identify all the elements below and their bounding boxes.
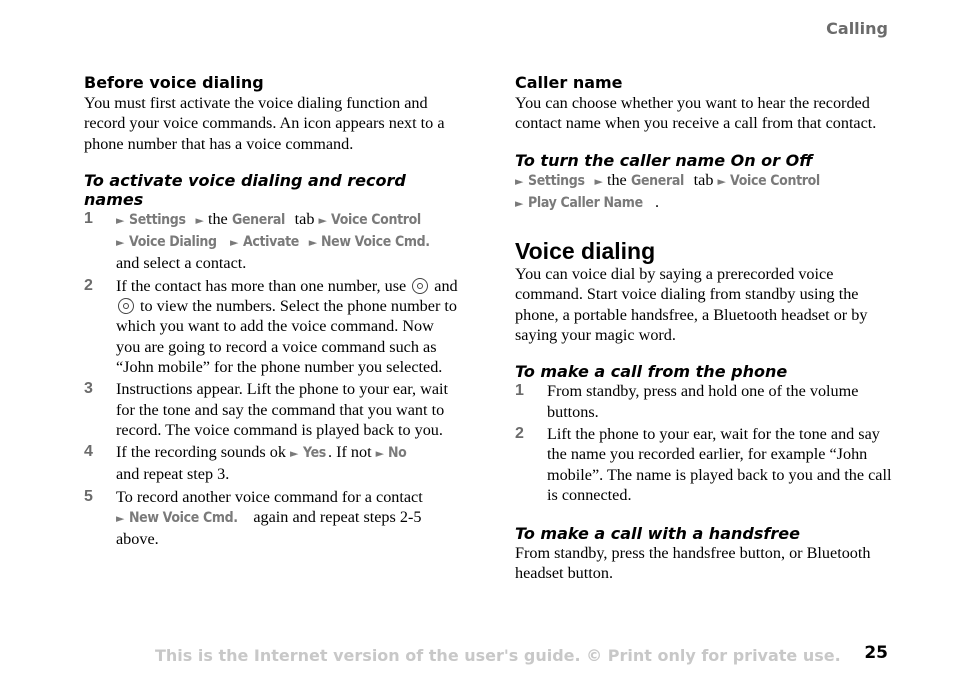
inline-text: the <box>207 209 228 228</box>
call-from-phone-heading: To make a call from the phone <box>515 362 788 382</box>
menu-voice-dialing: Voice Dialing <box>128 234 217 251</box>
step-number: 1 <box>515 382 524 400</box>
inline-text: To record another voice command for a contact <box>116 487 423 506</box>
step-text <box>116 276 462 377</box>
inline-text: and select a contact. <box>116 254 247 273</box>
activate-voice-dialing-heading: To activate voice dialing and record names <box>84 170 406 209</box>
nav-key-right-icon <box>118 298 134 314</box>
menu-no: No <box>388 445 407 462</box>
menu-arrow-icon: ► <box>195 213 204 227</box>
step-number: 3 <box>84 380 93 398</box>
page-number: 25 <box>864 643 888 663</box>
call-with-handsfree-heading: To make a call with a handsfree <box>515 524 800 544</box>
menu-arrow-icon: ► <box>229 236 239 250</box>
inline-text: . If not <box>327 443 372 462</box>
voice-dialing-heading: Voice dialing <box>515 238 656 265</box>
step-5 <box>84 487 462 550</box>
caller-name-path <box>515 170 893 215</box>
menu-arrow-icon: ► <box>515 196 524 210</box>
step-number: 5 <box>84 487 93 505</box>
step-text: Lift the phone to your ear, wait for the tone and say the name you recorded earlier, for example “John mobile”. The name is played back to you and the call is connected. <box>547 424 892 504</box>
right-column <box>515 73 893 584</box>
caller-name-text: You can choose whether you want to hear the recorded contact name when you receive a call from that contact. <box>515 94 877 133</box>
section-title: Calling <box>826 19 888 38</box>
step-text <box>116 442 462 485</box>
inline-text: again and repeat steps 2-5 above. <box>116 508 422 549</box>
phone-step-2 <box>515 424 893 505</box>
menu-play-caller-name: Play Caller Name <box>527 194 643 211</box>
footer-note: This is the Internet version of the user's guide. © Print only for private use. <box>155 646 841 665</box>
step-text <box>116 487 462 550</box>
menu-settings: Settings <box>128 211 186 228</box>
nav-key-left-icon <box>412 278 428 294</box>
step-text: Instructions appear. Lift the phone to your ear, wait for the tone and say the command that you want to record. The voice command is played back to you. <box>116 380 448 439</box>
menu-arrow-icon: ► <box>116 236 125 250</box>
caller-name-task-heading: To turn the caller name On or Off <box>515 150 813 170</box>
menu-new-voice-cmd: New Voice Cmd. <box>321 234 430 251</box>
menu-arrow-icon: ► <box>375 447 385 461</box>
menu-arrow-icon: ► <box>594 174 603 188</box>
step-text: From standby, press and hold one of the volume buttons. <box>547 382 859 421</box>
menu-general: General <box>630 172 684 189</box>
menu-arrow-icon: ► <box>116 213 125 227</box>
menu-arrow-icon: ► <box>116 512 125 526</box>
menu-new-voice-cmd: New Voice Cmd. <box>128 510 238 527</box>
step-number: 2 <box>515 424 524 442</box>
step-3 <box>84 379 462 440</box>
menu-arrow-icon: ► <box>717 174 726 188</box>
step-number: 2 <box>84 276 93 294</box>
inline-text: to view the numbers. Select the phone number to which you want to add the voice command. Now you are going to record a voice command such as “John mobile” for the phone number you selected. <box>116 297 457 376</box>
handsfree-text: From standby, press the handsfree button, or Bluetooth headset button. <box>515 544 871 583</box>
step-number: 4 <box>84 443 93 461</box>
inline-text: tab <box>294 209 315 228</box>
voice-dialing-text: You can voice dial by saying a prerecorded voice command. Start voice dialing from standby using the phone, a portable handsfree, a Bluetooth headset or by saying your magic word. <box>515 265 868 345</box>
left-column <box>84 73 462 552</box>
menu-voice-control: Voice Control <box>331 211 421 228</box>
menu-arrow-icon: ► <box>308 236 318 250</box>
menu-arrow-icon: ► <box>289 447 299 461</box>
inline-text: . <box>655 192 660 211</box>
menu-voice-control: Voice Control <box>730 172 820 189</box>
menu-settings: Settings <box>527 172 585 189</box>
inline-text: and <box>434 276 458 295</box>
inline-text: If the recording sounds ok <box>116 443 286 462</box>
step-number: 1 <box>84 209 93 227</box>
menu-activate: Activate <box>242 234 299 251</box>
menu-general: General <box>231 211 285 228</box>
before-voice-dialing-text: You must first activate the voice dialing function and record your voice commands. An icon appears next to a phone number that has a voice command. <box>84 94 445 153</box>
menu-yes: Yes <box>302 445 326 462</box>
inline-text: the <box>606 170 627 189</box>
before-voice-dialing-heading: Before voice dialing <box>84 73 264 92</box>
inline-text: If the contact has more than one number, use <box>116 276 407 295</box>
caller-name-heading: Caller name <box>515 73 623 92</box>
inline-text: and repeat step 3. <box>116 465 230 484</box>
step-text <box>116 209 462 274</box>
menu-arrow-icon: ► <box>318 213 327 227</box>
menu-arrow-icon: ► <box>515 174 524 188</box>
step-2 <box>84 276 462 377</box>
step-1 <box>84 209 462 274</box>
phone-step-1 <box>515 381 893 422</box>
step-4 <box>84 442 462 485</box>
inline-text: tab <box>693 170 714 189</box>
